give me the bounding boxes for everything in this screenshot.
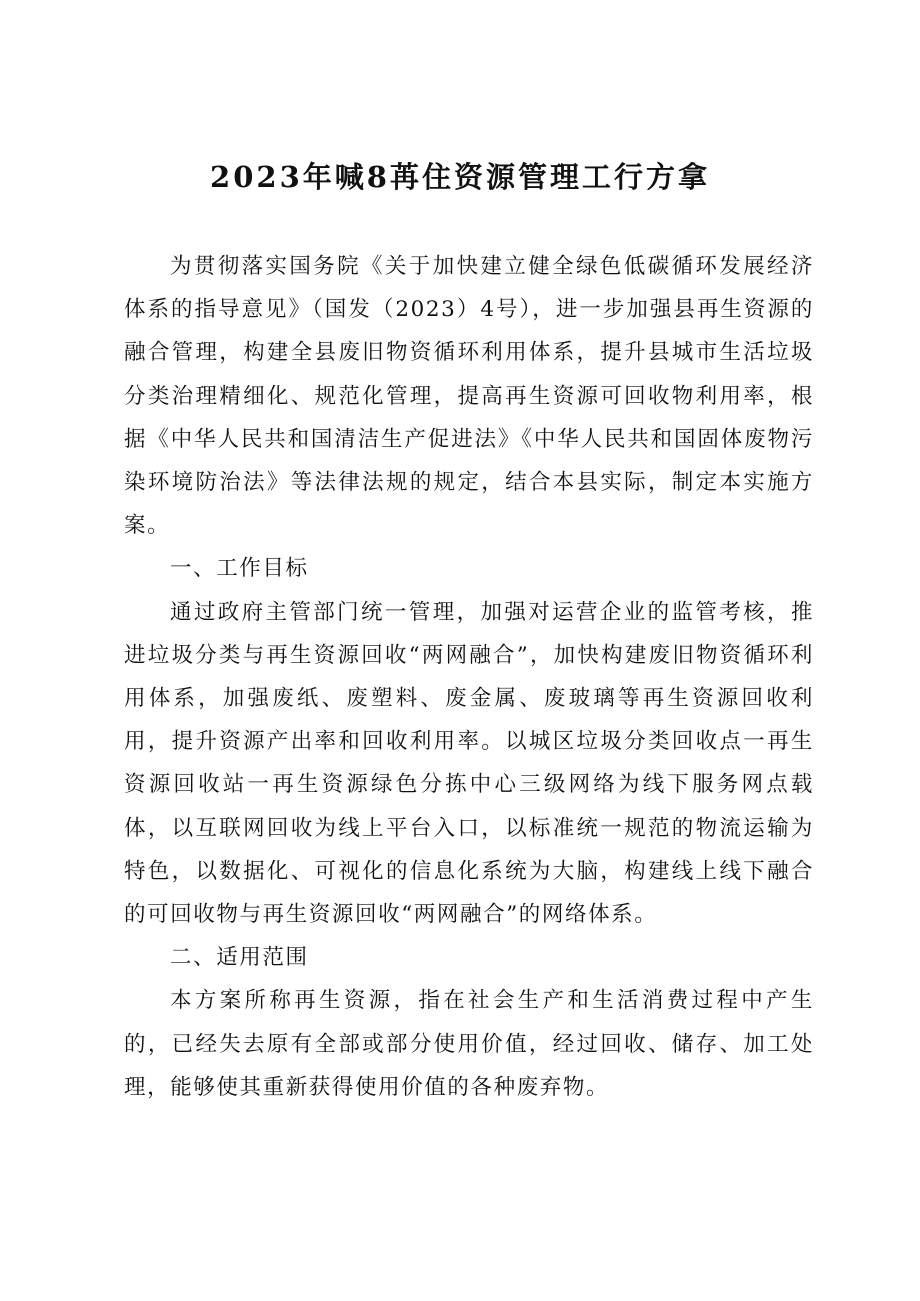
document-title: 2023年喊8苒住资源管理工行方拿 xyxy=(210,160,710,194)
document-body xyxy=(124,245,814,1109)
section-body-scope: 本方案所称再生资源，指在社会生产和生活消费过程中产生的，已经失去原有全部或部分使用价值，经过回收、储存、加工处理，能够使其重新获得使用价值的各种废弃物。 xyxy=(124,988,814,1100)
section-heading-scope: 二、适用范围 xyxy=(170,945,309,971)
section-body-goals: 通过政府主管部门统一管理，加强对运营企业的监管考核，推进垃圾分类与再生资源回收“两网融合”，加快构建废旧物资循环利用体系，加强废纸、废塑料、废金属、废玻璃等再生资源回收利用，提升资源产出率和回收利用率。以城区垃圾分类回收点一再生资源回收站一再生资源绿色分拣中心三级网络为线下服务网点载体，以互联网回收为线上平台入口，以标准统一规范的物流运输为特色，以数据化、可视化的信息化系统为大脑，构建线上线下融合的可回收物与再生资源回收“两网融合”的网络体系。 xyxy=(124,599,814,928)
intro-paragraph: 为贯彻落实国务院《关于加快建立健全绿色低碳循环发展经济体系的指导意见》（国发（2023）4号），进一步加强县再生资源的融合管理，构建全县废旧物资循环利用体系，提升县城市生活垃圾分类治理精细化、规范化管理，提高再生资源可回收物利用率，根据《中华人民共和国清洁生产促进法》《中华人民共和国固体废物污染环境防治法》等法律法规的规定，结合本县实际，制定本实施方案。 xyxy=(124,254,814,539)
section-heading-goals: 一、工作目标 xyxy=(170,556,309,582)
